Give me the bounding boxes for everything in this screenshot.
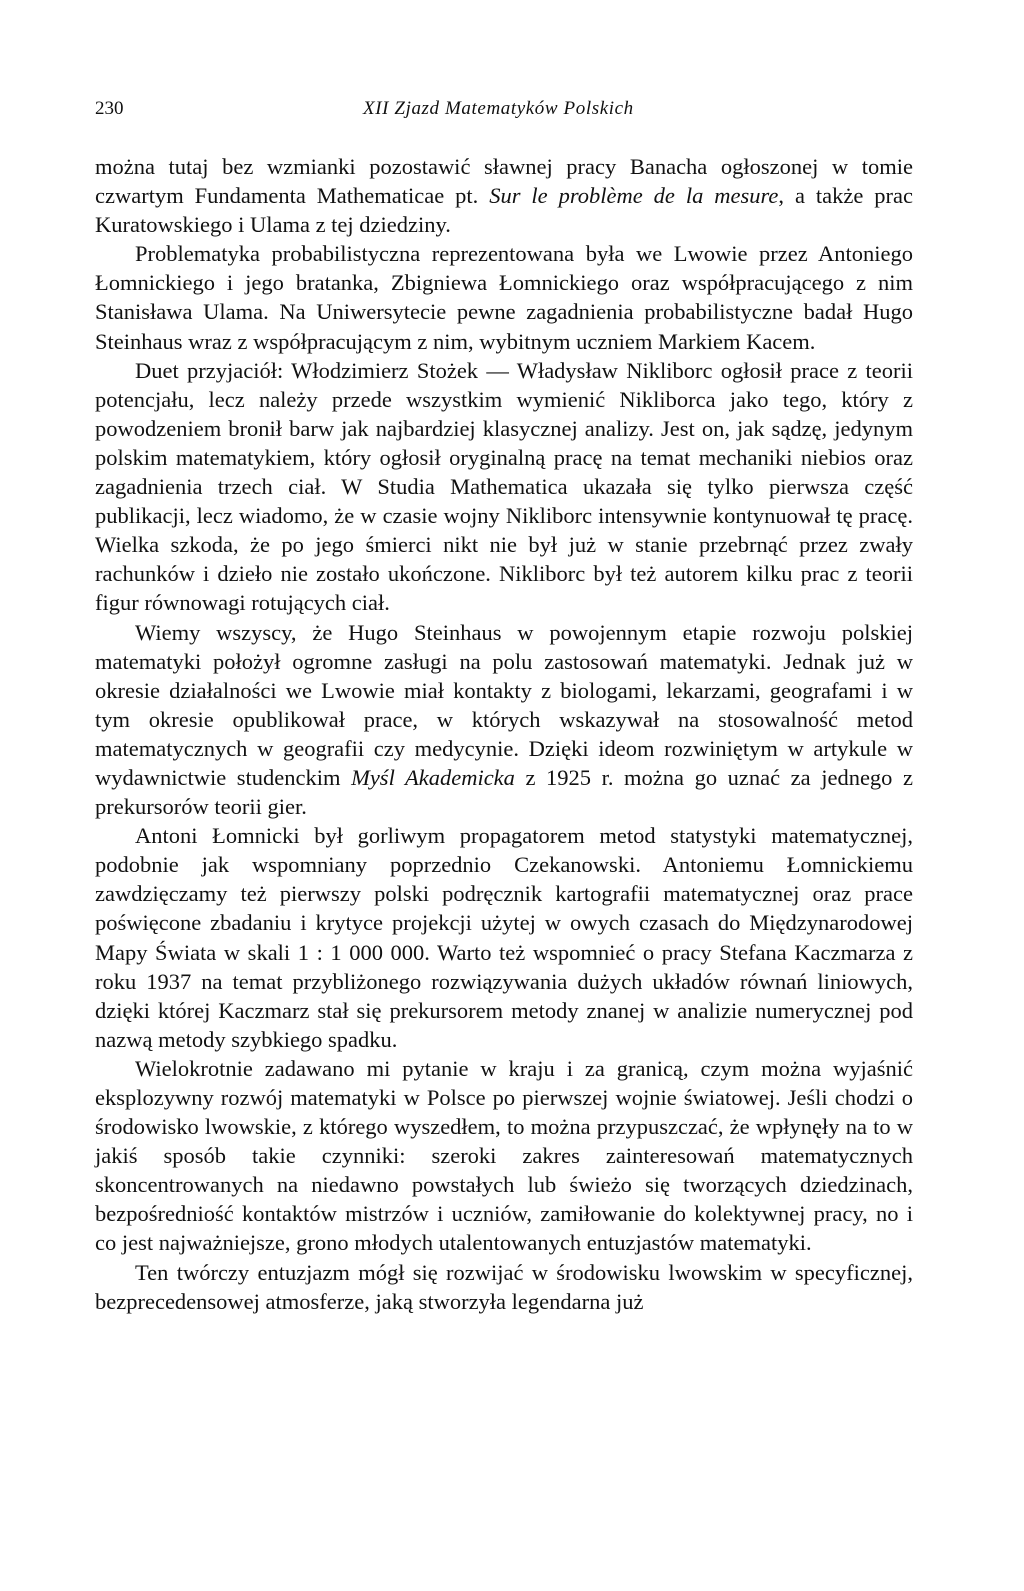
- text-run: Ten twórczy entuzjazm mógł się rozwijać w środowisku lwowskim w specyficznej, bezprecedensowej atmosferze, jaką stworzyła legendarna już: [95, 1259, 913, 1314]
- paragraph: [95, 821, 913, 1054]
- paragraph: [95, 152, 913, 239]
- italic-title: Sur le problème de la mesure: [489, 183, 779, 209]
- page-number: 230: [95, 98, 124, 119]
- running-title: XII Zjazd Matematyków Polskich: [363, 98, 634, 119]
- text-run: z 1925 r. można go uznać za jednego z prekursorów teorii gier.: [95, 764, 913, 820]
- text-run: Problematyka probabilistyczna reprezentowana była we Lwowie przez Antoniego Łomnickiego i jego bratanka, Zbigniewa Łomnickiego oraz współpracującego z nim Stanisława Ulama. Na Uniwersytecie pewne zagadnienia probabilistyczne badał Hugo Steinhaus wraz z współpracującym z nim, wybitnym uczniem Markiem Kacem.: [95, 241, 913, 354]
- text-run: Wielokrotnie zadawano mi pytanie w kraju i za granicą, czym można wyjaśnić eksplozywny rozwój matematyki w Polsce po pierwszej wojnie światowej. Jeśli chodzi o środowisko lwowskie, z którego wyszedłem, to można przypuszczać, że wpłynęły na to w jakiś sposób takie czynniki: szeroki zakres zainteresowań matematycznych skoncentrowanych na niedawno powstałych lub świeżo się tworzących dziedzinach, bezpośredniość kontaktów mistrzów i uczniów, zamiłowanie do kolektywnej pracy, no i co jest najważniejsze, grono młodych utalentowanych entuzjastów matematyki.: [95, 1055, 913, 1256]
- text-run: , a także prac Kuratowskiego i Ulama z tej dziedziny.: [95, 183, 913, 238]
- text-run: Antoni Łomnicki był gorliwym propagatorem metod statystyki matematycznej, podobnie jak wspomniany poprzednio Czekanowski. Antoniemu Łomnickiemu zawdzięczamy też pierwszy polski podręcznik kartografii matematycznej oraz prace poświęcone zbadaniu i krytyce projekcji użytej w owych czasach do Międzynarodowej Mapy Świata w skali 1 : 1 000 000. Warto też wspomnieć o pracy Stefana Kaczmarza z roku 1937 na temat przybliżonego rozwiązywania dużych układów równań liniowych, dzięki której Kaczmarz stał się prekursorem metody znanej w analizie numerycznej pod nazwą metody szybkiego spadku.: [95, 823, 913, 1052]
- page-header: [95, 98, 913, 128]
- paragraph: [95, 356, 913, 618]
- text-run: Duet przyjaciół: Włodzimierz Stożek — Władysław Nikliborc ogłosił prace z teorii potencjału, lecz należy przede wszystkim wymienić Nikliborca jako tego, który z powodzeniem bronił barw jak najbardziej klasycznej analizy. Jest on, jak sądzę, jedynym polskim matematykiem, który ogłosił oryginalną pracę na temat mechaniki niebios oraz zagadnienia trzech ciał. W Studia Mathematica ukazała się tylko pierwsza część publikacji, lecz wiadomo, że w czasie wojny Nikliborc intensywnie kontynuował tę pracę. Wielka szkoda, że po jego śmierci nikt nie był już w stanie przebrnąć przez zwały rachunków i dzieło nie zostało ukończone. Nikliborc był też autorem kilku prac z teorii figur równowagi rotujących ciał.: [95, 357, 913, 616]
- paragraph: [95, 1054, 913, 1258]
- text-run: Wiemy wszyscy, że Hugo Steinhaus w powojennym etapie rozwoju polskiej matematyki położył ogromne zasługi na polu zastosowań matematyki. Jednak już w okresie działalności we Lwowie miał kontakty z biologami, lekarzami, geografami i w tym okresie opublikował prace, w których wskazywał na stosowalność metod matematycznych w geografii czy medycynie. Dzięki ideom rozwiniętym w artykule w wydawnictwie studenckim: [95, 619, 913, 790]
- body-text: [95, 152, 913, 1316]
- paragraph: [95, 1258, 913, 1316]
- italic-title: Myśl Akademicka: [351, 764, 515, 790]
- paragraph: [95, 618, 913, 822]
- text-run: można tutaj bez wzmianki pozostawić sławnej pracy Banacha ogłoszonej w tomie czwartym Fundamenta Mathematicae pt.: [95, 154, 913, 209]
- paragraph: [95, 239, 913, 355]
